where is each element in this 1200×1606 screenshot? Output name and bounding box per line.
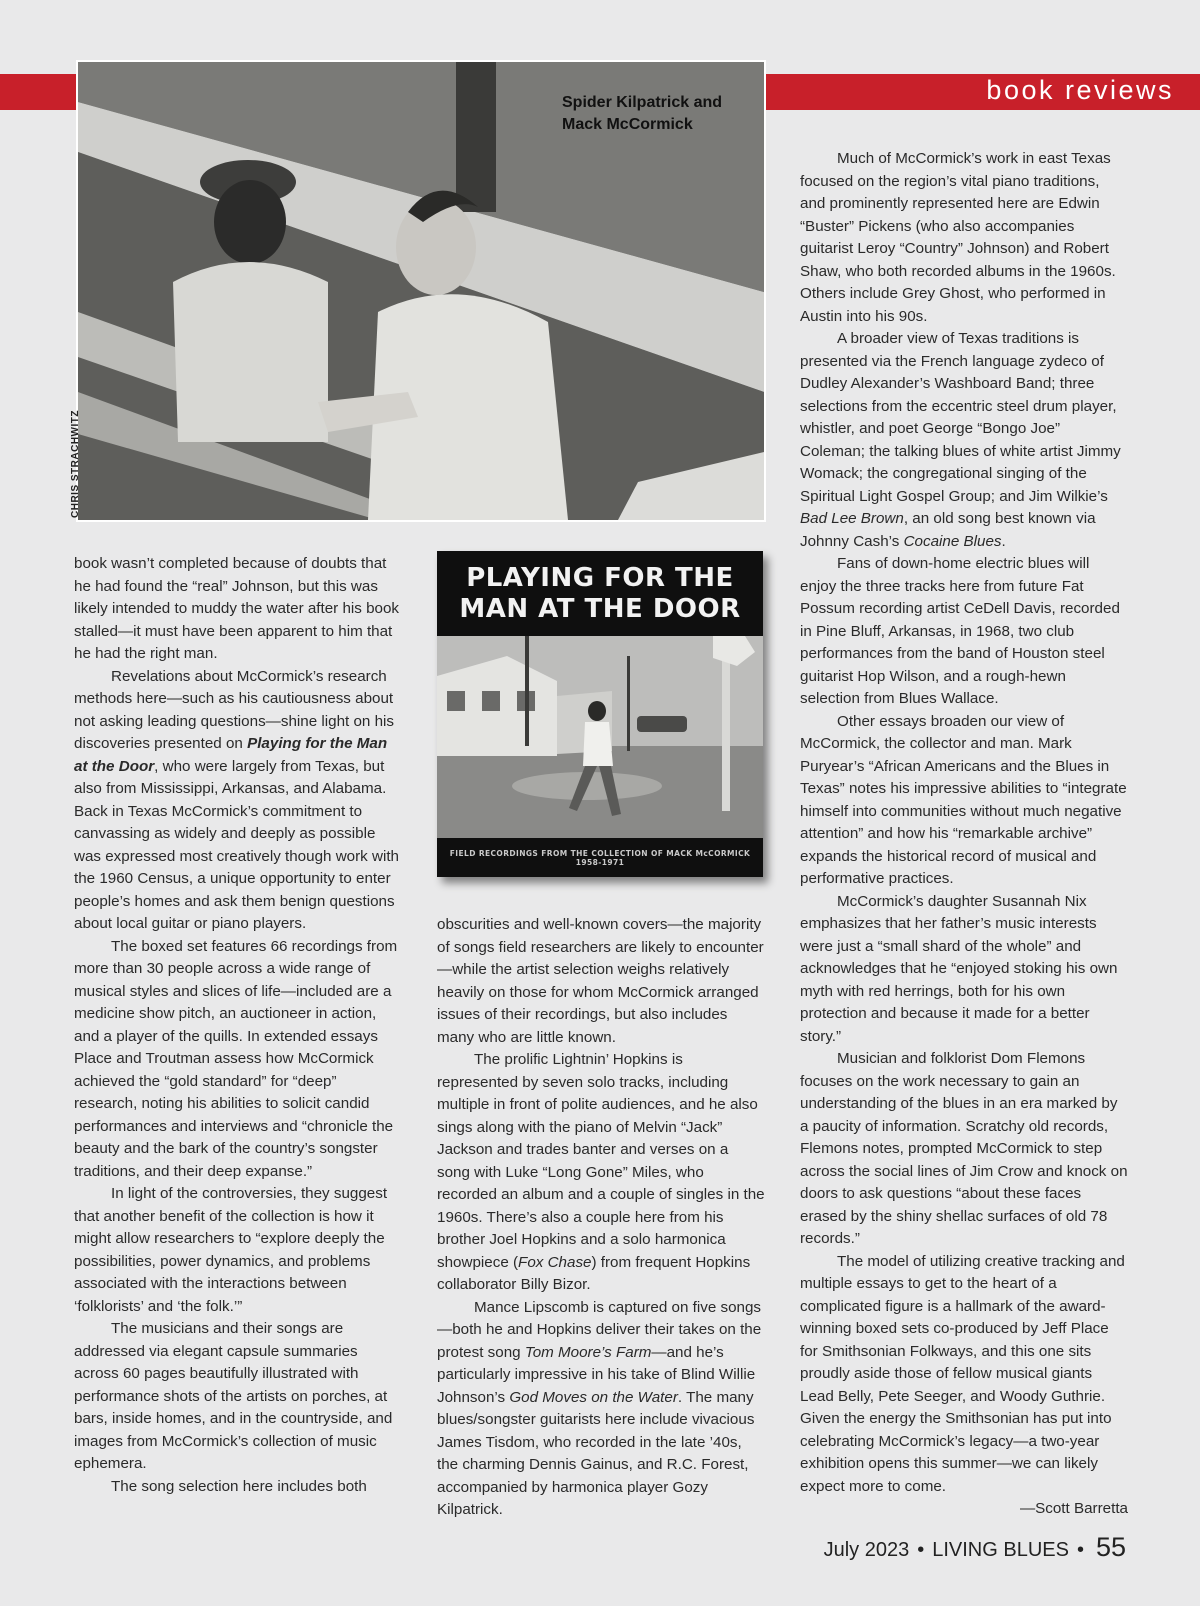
text-column-2 <box>437 914 765 1522</box>
author-signoff: —Scott Barretta <box>1019 1500 1128 1517</box>
song-title: Tom Moore’s Farm <box>524 1343 652 1361</box>
paragraph: The musicians and their songs are addressed via elegant capsule summaries across 60 pages beautifully illustrated with performance shots of the artists on porches, at bars, inside homes, and in the countryside, and images from McCormick’s collection of music ephemera. <box>74 1320 393 1472</box>
paragraph: In light of the controversies, they suggest that another benefit of the collection is how it might allow researchers to “explore deeply the possibilities, power dynamics, and problems associated with the interactions between ‘folklorists’ and ‘the folk.’” <box>74 1185 388 1315</box>
album-subtitle: FIELD RECORDINGS FROM THE COLLECTION OF MACK McCORMICK 1958-1971 <box>449 849 751 867</box>
song-title: Cocaine Blues <box>903 532 1002 550</box>
paragraph: The song selection here includes both <box>111 1477 367 1495</box>
paragraph: obscurities and well-known covers—the majority of songs field researchers are likely to encounter—while the artist selection weighs relatively heavily on those for whom McCormick arranged issues of their recordings, but also includes many who are little known. <box>437 916 764 1046</box>
paragraph <box>437 1049 765 1297</box>
paragraph: Musician and folklorist Dom Flemons focuses on the work necessary to gain an understanding of the blues in an era marked by a paucity of information. Scratchy old records, Flemons notes, prompted McCormick to step across the social lines of Jim Crow and knock on doors to ask questions “about these faces erased by the shiny shellac surfaces of old 78 records.” <box>800 1050 1128 1247</box>
text-run: . <box>1001 532 1006 550</box>
paragraph: Fans of down-home electric blues will enjoy the three tracks here from future Fat Possum recording artist CeDell Davis, recorded in Pine Bluff, Arkansas, in 1968, two club performances from the band of Houston steel guitarist Hop Wilson, and a rough-hewn selection from Blues Wallace. <box>800 555 1120 707</box>
paragraph: book wasn’t completed because of doubts that he had found the “real” Johnson, but this was likely intended to muddy the water after his book stalled—it must have been apparent to him that he had the right man. <box>74 555 400 662</box>
footer-bullet: • <box>917 1539 925 1561</box>
paragraph: McCormick’s daughter Susannah Nix emphasizes that her father’s music interests were just a “small shard of the whole” and acknowledges that he “enjoyed stoking his own myth with red herrings, both for his own protection and because it made for a better story.” <box>800 892 1118 1045</box>
text-run: . The many blues/songster guitarists here include vivacious James Tisdom, who recorded in the late ’40s, the charming Dennis Gainus, and R.C. Forest, accompanied by harmonica player Gozy Kilpatrick. <box>437 1388 755 1518</box>
text-run: , an old song best known via Johnny Cash’s <box>800 510 1096 550</box>
photo-caption <box>562 92 722 136</box>
text-run: Revelations about McCormick’s research methods here—such as his cautiousness about not asking leading questions—shine light on his discoveries presented on <box>74 667 394 752</box>
text-run: A broader view of Texas traditions is presented via the French language zydeco of Dudley Alexander’s Washboard Band; three selections from the eccentric steel drum player, whistler, and poet George “Bongo Joe” Coleman; the talking blues of white artist Jimmy Womack; the congregational singing of the Spiritual Light Gospel Group; and Jim Wilkie’s <box>800 330 1121 505</box>
header-bar-left <box>0 74 76 110</box>
paragraph: Other essays broaden our view of McCormick, the collector and man. Mark Puryear’s “African Americans and the Blues in Texas” notes his impressive abilities to “integrate himself into communities without much negative attention” and how his “remarkable archive” expands the historical record of musical and performative practices. <box>800 712 1127 887</box>
magazine-name: LIVING BLUES <box>932 1539 1069 1561</box>
paragraph <box>437 1297 765 1522</box>
song-title: Fox Chase <box>518 1253 592 1271</box>
footer-bullet: • <box>1076 1539 1084 1561</box>
text-column-1 <box>74 553 402 1498</box>
album-cover-photo <box>437 636 763 838</box>
paragraph: Much of McCormick’s work in east Texas focused on the region’s vital piano traditions, and prominently represented here are Edwin “Buster” Pickens (who also accompanies guitarist Leroy “Country” Johnson) and Robert Shaw, who both recorded albums in the 1960s. Others include Grey Ghost, who performed in Austin into his 90s. <box>800 150 1116 325</box>
text-run: The prolific Lightnin’ Hopkins is represented by seven solo tracks, including multiple in front of polite audiences, and he also sings along with the piano of Melvin “Jack” Jackson and trades banter and verses on a song with Luke “Long Gone” Miles, who recorded an album and a couple of singles in the 1960s. There’s also a couple here from his brother Joel Hopkins and a solo harmonica showpiece ( <box>437 1051 765 1271</box>
photo-credit: CHRIS STRACHWITZ <box>70 410 81 518</box>
text-run: , who were largely from Texas, but also from Mississippi, Arkansas, and Alabama. Back in Texas McCormick’s commitment to canvassing as widely and deeply as possible was expressed most creatively though work with the 1960 Census, a unique opportunity to enter people’s homes and ask them benign questions about local guitar or piano players. <box>74 757 399 932</box>
album-title <box>437 563 763 625</box>
page-footer <box>824 1532 1126 1563</box>
text-column-3 <box>800 148 1128 1521</box>
album-title-line-1: PLAYING FOR THE <box>466 563 734 593</box>
album-title-line-2: MAN AT THE DOOR <box>459 594 741 624</box>
paragraph <box>74 666 402 936</box>
section-title: book reviews <box>986 75 1174 105</box>
text-run: —and he’s particularly impressive in his take of Blind Willie Johnson’s <box>437 1343 756 1406</box>
text-run: Mance Lipscomb is captured on five songs—both he and Hopkins deliver their takes on the protest song <box>437 1298 762 1361</box>
caption-line-2: Mack McCormick <box>562 116 693 133</box>
paragraph: The boxed set features 66 recordings from more than 30 people across a wide range of musical styles and slices of life—included are a medicine show pitch, an auctioneer in action, and a player of the quills. In extended essays Place and Troutman assess how McCormick achieved the “gold standard” for “deep” research, noting his abilities to solicit candid performances and interviews and “chronicle the beauty and the bark of the country’s songster traditions, and their deep expanse.” <box>74 937 398 1180</box>
text-run: ) from frequent Hopkins collaborator Billy Bizor. <box>437 1253 751 1293</box>
song-title: Bad Lee Brown <box>800 510 904 527</box>
page-number: 55 <box>1095 1532 1126 1562</box>
paragraph: The model of utilizing creative tracking and multiple essays to get to the heart of a complicated figure is a hallmark of the award-winning boxed sets co-produced by Jeff Place for Smithsonian Folkways, and this one sits proudly aside those of fellow musical giants Lead Belly, Pete Seeger, and Woody Guthrie. Given the energy the Smithsonian has put into celebrating McCormick’s legacy—a two-year exhibition opens this summer—we can likely expect more to come. <box>800 1252 1125 1495</box>
paragraph <box>800 328 1128 553</box>
issue-date: July 2023 <box>823 1539 910 1561</box>
caption-line-1: Spider Kilpatrick and <box>562 94 723 111</box>
album-title-ref: Playing for the Man at the Door <box>74 735 388 775</box>
album-cover <box>437 551 763 877</box>
song-title: God Moves on the Water <box>509 1388 678 1406</box>
